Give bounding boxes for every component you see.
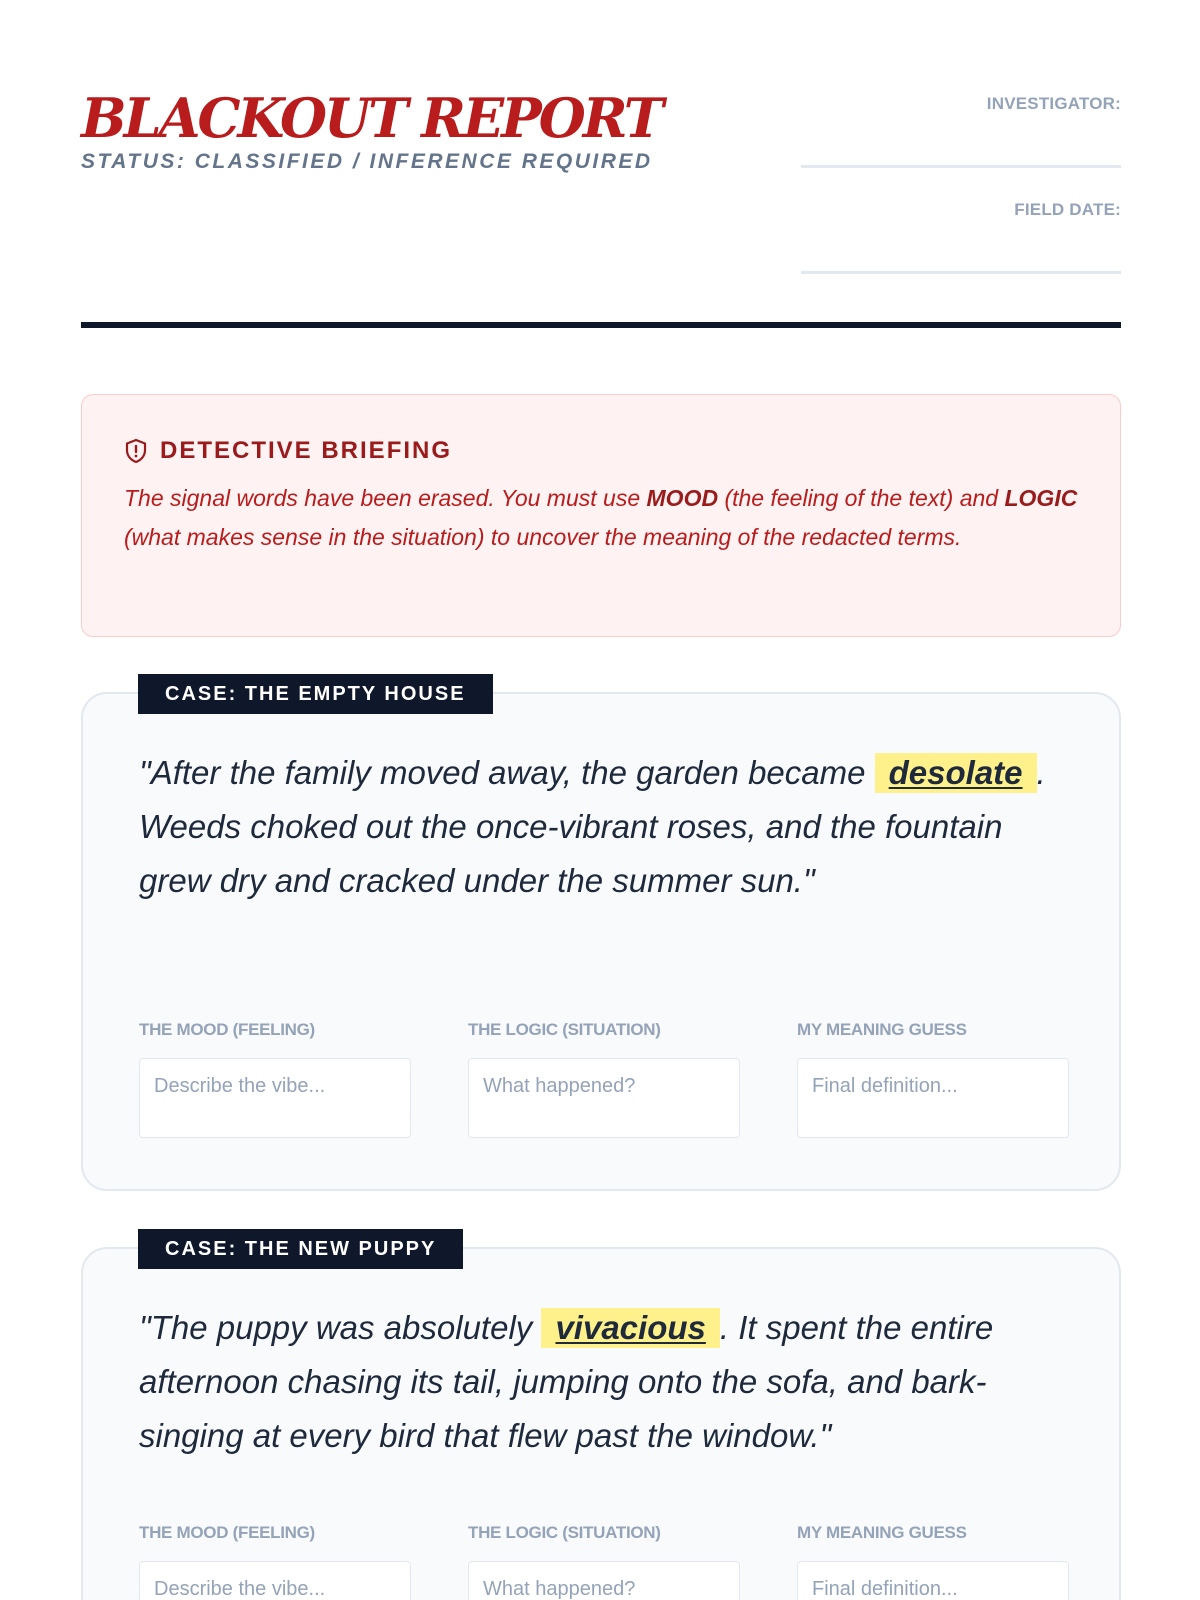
logic-field: [468, 1020, 740, 1138]
briefing-title: DETECTIVE BRIEFING: [160, 437, 453, 464]
mood-field: [139, 1020, 411, 1138]
passage-text: "The puppy was absolutely: [139, 1309, 542, 1346]
case-fields: [139, 1020, 1069, 1138]
investigator-field[interactable]: [801, 90, 1121, 168]
case-card: [81, 1238, 1121, 1600]
mood-field: [139, 1523, 411, 1600]
briefing-text-part: The signal words have been erased. You must use: [124, 485, 647, 511]
meaning-guess-field: [797, 1523, 1069, 1600]
status-subtitle: STATUS: CLASSIFIED / INFERENCE REQUIRED: [81, 150, 653, 173]
meaning-guess-input[interactable]: [797, 1561, 1069, 1600]
passage-text: . Weeds choked out the once-vibrant roses, and the fountain grew dry and cracked under the summer sun.": [139, 754, 1046, 899]
shield-alert-icon: [124, 438, 148, 464]
logic-keyword: LOGIC: [1004, 485, 1078, 511]
briefing-text: [124, 479, 1078, 557]
briefing-text-part: (what makes sense in the situation) to uncover the meaning of the redacted terms.: [124, 524, 962, 550]
briefing-header: [124, 437, 1078, 465]
case-passage: [139, 746, 1069, 908]
logic-input[interactable]: [468, 1058, 740, 1138]
report-header: [81, 60, 1121, 328]
meaning-guess-label: MY MEANING GUESS: [797, 1020, 967, 1039]
case-passage: [139, 1301, 1069, 1463]
passage-text: . It spent the entire afternoon chasing its tail, jumping onto the sofa, and bark-singing at every bird that flew past the window.": [139, 1309, 994, 1454]
case-fields: [139, 1523, 1069, 1600]
logic-label: THE LOGIC (SITUATION): [468, 1523, 661, 1542]
case-card: [81, 683, 1121, 1191]
redacted-word: vivacious: [541, 1308, 719, 1348]
mood-input[interactable]: [139, 1058, 411, 1138]
passage-text: "After the family moved away, the garden became: [139, 754, 875, 791]
field-date-field[interactable]: [801, 196, 1121, 274]
logic-input[interactable]: [468, 1561, 740, 1600]
page-title: BLACKOUT REPORT: [81, 86, 661, 150]
mood-keyword: MOOD: [646, 485, 719, 511]
briefing-text-part: (the feeling of the text) and: [718, 485, 1005, 511]
redacted-word: desolate: [875, 753, 1037, 793]
investigator-label: INVESTIGATOR:: [986, 94, 1121, 113]
meaning-guess-label: MY MEANING GUESS: [797, 1523, 967, 1542]
detective-briefing: [81, 394, 1121, 637]
mood-label: THE MOOD (FEELING): [139, 1523, 315, 1542]
field-date-label: FIELD DATE:: [1014, 200, 1121, 219]
logic-label: THE LOGIC (SITUATION): [468, 1020, 661, 1039]
logic-field: [468, 1523, 740, 1600]
case-tag: CASE: THE NEW PUPPY: [138, 1229, 463, 1269]
meaning-guess-field: [797, 1020, 1069, 1138]
mood-label: THE MOOD (FEELING): [139, 1020, 315, 1039]
mood-input[interactable]: [139, 1561, 411, 1600]
case-tag: CASE: THE EMPTY HOUSE: [138, 674, 493, 714]
meaning-guess-input[interactable]: [797, 1058, 1069, 1138]
